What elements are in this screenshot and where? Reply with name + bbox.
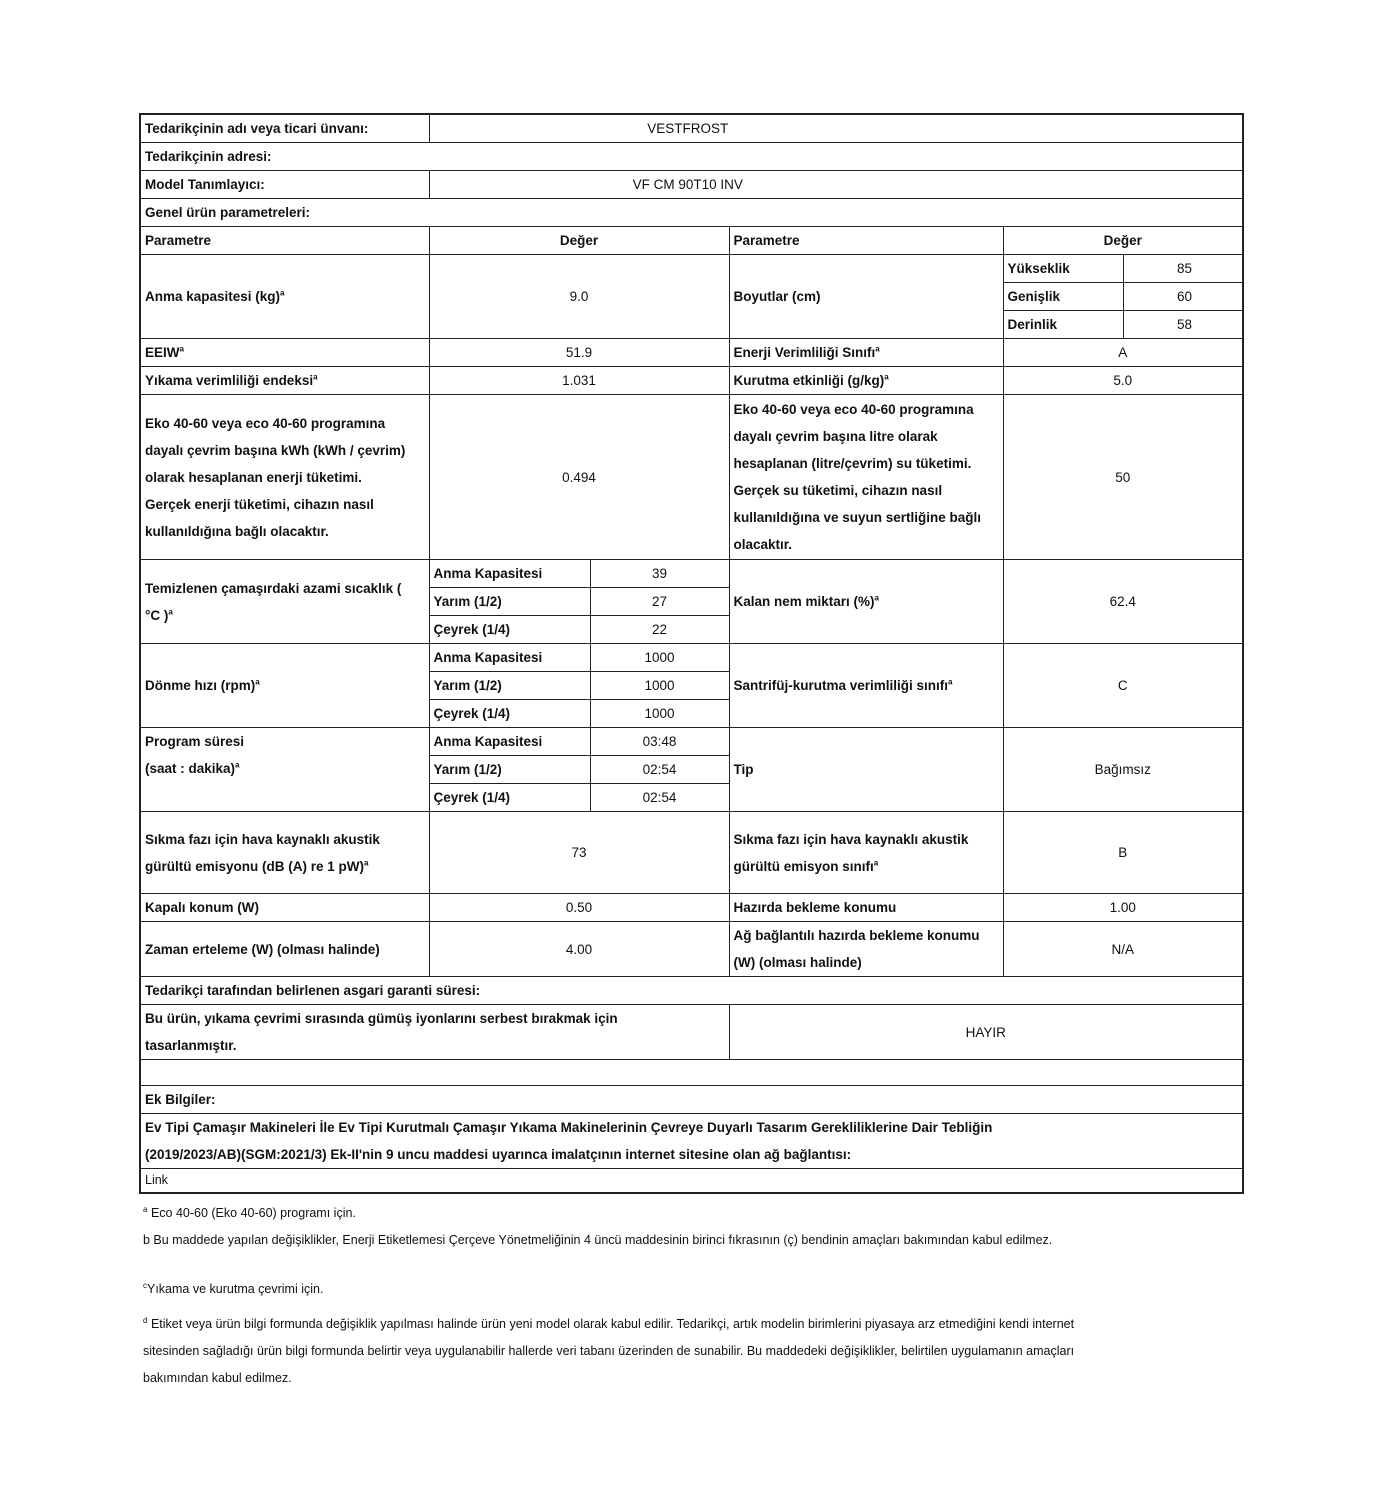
max-temp-full-label: Anma Kapasitesi: [429, 560, 590, 588]
guarantee-row: [140, 977, 1243, 1005]
eeiw-value: 51.9: [429, 339, 729, 367]
param-header-left: Parametre: [140, 227, 429, 255]
energy-consumption-label: Eko 40-60 veya eco 40-60 programına dayalı çevrim başına kWh (kWh / çevrim) olarak hesaplanan enerji tüketimi. Gerçek enerji tüketimi, cihazın nasıl kullanıldığına bağlı olacaktır.: [140, 395, 429, 560]
rinsing-value: 5.0: [1003, 367, 1243, 395]
model-row: [140, 171, 1243, 199]
max-temp-half-value: 27: [590, 588, 729, 616]
washing-index-value: 1.031: [429, 367, 729, 395]
energy-consumption-value: 0.494: [429, 395, 729, 560]
supplier-name-row: [140, 114, 1243, 143]
off-mode-row: [140, 894, 1243, 922]
standby-label: Hazırda bekleme konumu: [729, 894, 1003, 922]
link-label[interactable]: Link: [140, 1169, 1243, 1193]
type-value: Bağımsız: [1003, 728, 1243, 812]
link-row: [140, 1169, 1243, 1193]
depth-value: 58: [1123, 311, 1243, 339]
height-label: Yükseklik: [1003, 255, 1123, 283]
supplier-name-value: VESTFROST: [429, 114, 1243, 143]
consumption-row: [140, 395, 1243, 560]
max-temp-quarter-label: Çeyrek (1/4): [429, 616, 590, 644]
noise-class-label: Sıkma fazı için hava kaynaklı akustik gürültü emisyon sınıfı$^a$: [729, 812, 1003, 894]
noise-value: 73: [429, 812, 729, 894]
spin-class-value: C: [1003, 644, 1243, 728]
spin-full-value: 1000: [590, 644, 729, 672]
duration-half-value: 02:54: [590, 756, 729, 784]
param-header-right: Parametre: [729, 227, 1003, 255]
duration-half-label: Yarım (1/2): [429, 756, 590, 784]
footnotes: [143, 1200, 1228, 1392]
eeiw-row: [140, 339, 1243, 367]
guarantee-label: Tedarikçi tarafından belirlenen asgari garanti süresi:: [140, 977, 1243, 1005]
value-header-right: Değer: [1003, 227, 1243, 255]
spin-quarter-label: Çeyrek (1/4): [429, 700, 590, 728]
empty-row: [140, 1060, 1243, 1086]
dimensions-label: Boyutlar (cm): [729, 255, 1003, 339]
rinsing-label: Kurutma etkinliği $(g/kg)^a$: [729, 367, 1003, 395]
spin-quarter-value: 1000: [590, 700, 729, 728]
type-label: Tip: [729, 728, 1003, 812]
spin-speed-label: Dönme hızı (rpm)$^a$: [140, 644, 429, 728]
general-params-row: [140, 199, 1243, 227]
spin-half-label: Yarım (1/2): [429, 672, 590, 700]
water-consumption-label: Eko 40-60 veya eco 40-60 programına dayalı çevrim başına litre olarak hesaplanan (litre/çevrim) su tüketimi. Gerçek su tüketimi, cihazın nasıl kullanıldığına ve suyun sertliğine bağlı olacaktır.: [729, 395, 1003, 560]
model-label: Model Tanımlayıcı:: [140, 171, 429, 199]
washing-index-row: [140, 367, 1243, 395]
max-temp-label: Temizlenen çamaşırdaki azami sıcaklık ( °C )$^a$: [140, 560, 429, 644]
footnote-d-line1: $^d$ Etiket veya ürün bilgi formunda değişiklik yapılması halinde ürün yeni model olarak kabul edilir. Tedarikçi, artık modelin birimlerini piyasaya arz etmediğini kendi internet: [143, 1315, 1075, 1331]
regulation-text: Ev Tipi Çamaşır Makineleri İle Ev Tipi Kurutmalı Çamaşır Yıkama Makinelerinin Çevreye Duyarlı Tasarım Gerekliliklerine Dair Tebliğin (2019/2023/AB)(SGM:2021/3) Ek-II'nin 9 uncu maddesi uyarınca imalatçının internet sitesine olan ağ bağlantısı:: [140, 1114, 1243, 1169]
delay-start-value: 4.00: [429, 922, 729, 977]
silver-value: HAYIR: [729, 1005, 1243, 1060]
spin-full-label: Anma Kapasitesi: [429, 644, 590, 672]
footnote-a: $^a$ Eco 40-60 (Eko 40-60) programı için.: [143, 1204, 356, 1220]
network-standby-label: Ağ bağlantılı hazırda bekleme konumu (W) (olması halinde): [729, 922, 1003, 977]
extra-info-label: Ek Bilgiler:: [140, 1086, 1243, 1114]
off-mode-label: Kapalı konum (W): [140, 894, 429, 922]
moisture-value: 62.4: [1003, 560, 1243, 644]
duration-full-label: Anma Kapasitesi: [429, 728, 590, 756]
width-value: 60: [1123, 283, 1243, 311]
max-temp-full-value: 39: [590, 560, 729, 588]
delay-start-label: Zaman erteleme (W) (olması halinde): [140, 922, 429, 977]
standby-value: 1.00: [1003, 894, 1243, 922]
energy-class-value: A: [1003, 339, 1243, 367]
header-row: [140, 227, 1243, 255]
general-params-label: Genel ürün parametreleri:: [140, 199, 1243, 227]
noise-class-value: B: [1003, 812, 1243, 894]
width-label: Genişlik: [1003, 283, 1123, 311]
supplier-address-label: Tedarikçinin adresi:: [140, 143, 1243, 171]
value-header-left: Değer: [429, 227, 729, 255]
duration-quarter-label: Çeyrek (1/4): [429, 784, 590, 812]
program-duration-label: Program süresi (saat : dakika)$^a$: [140, 728, 429, 812]
capacity-value: 9.0: [429, 255, 729, 339]
height-value: 85: [1123, 255, 1243, 283]
model-value: VF CM 90T10 INV: [429, 171, 1243, 199]
spin-class-label: Santrifüj-kurutma verimliliği sınıfı$^a$: [729, 644, 1003, 728]
footnote-b: b Bu maddede yapılan değişiklikler, Enerji Etiketlemesi Çerçeve Yönetmeliğinin 4 üncü maddesinin birinci fıkrasının (ç) bendinin amaçları bakımından kabul edilmez.: [143, 1233, 1053, 1247]
silver-label: Bu ürün, yıkama çevrimi sırasında gümüş iyonlarını serbest bırakmak için tasarlanmıştır.: [140, 1005, 729, 1060]
delay-row: [140, 922, 1243, 977]
footnote-d-line3: bakımından kabul edilmez.: [143, 1371, 292, 1385]
moisture-label: Kalan nem miktarı (%)$^a$: [729, 560, 1003, 644]
duration-quarter-value: 02:54: [590, 784, 729, 812]
energy-class-label: Enerji Verimliliği Sınıfı$^a$: [729, 339, 1003, 367]
noise-label: Sıkma fazı için hava kaynaklı akustik gürültü emisyonu (dB (A) re 1 pW)$^a$: [140, 812, 429, 894]
network-standby-value: N/A: [1003, 922, 1243, 977]
supplier-name-label: Tedarikçinin adı veya ticari ünvanı:: [140, 114, 429, 143]
silver-row: [140, 1005, 1243, 1060]
spin-half-value: 1000: [590, 672, 729, 700]
footnote-d-line2: sitesinden sağladığı ürün bilgi formunda belirtir veya uygulanabilir hallerde veri tabanı üzerinden de sunabilir. Bu maddedeki değişiklikler, belirtilen uygulamanın amaçları: [143, 1344, 1075, 1358]
max-temp-quarter-value: 22: [590, 616, 729, 644]
extra-info-row: [140, 1086, 1243, 1114]
footnote-c: $^c$Yıkama ve kurutma çevrimi için.: [143, 1280, 324, 1296]
duration-full-value: 03:48: [590, 728, 729, 756]
eeiw-label: EEIW$^a$: [140, 339, 429, 367]
noise-row: [140, 812, 1243, 894]
off-mode-value: 0.50: [429, 894, 729, 922]
empty-cell: [140, 1060, 1243, 1086]
regulation-row: [140, 1114, 1243, 1169]
water-consumption-value: 50: [1003, 395, 1243, 560]
max-temp-half-label: Yarım (1/2): [429, 588, 590, 616]
depth-label: Derinlik: [1003, 311, 1123, 339]
product-info-table: [139, 113, 1244, 1194]
supplier-address-row: [140, 143, 1243, 171]
washing-index-label: Yıkama verimliliği endeksi$^a$: [140, 367, 429, 395]
capacity-label: Anma kapasitesi (kg)$^a$: [140, 255, 429, 339]
